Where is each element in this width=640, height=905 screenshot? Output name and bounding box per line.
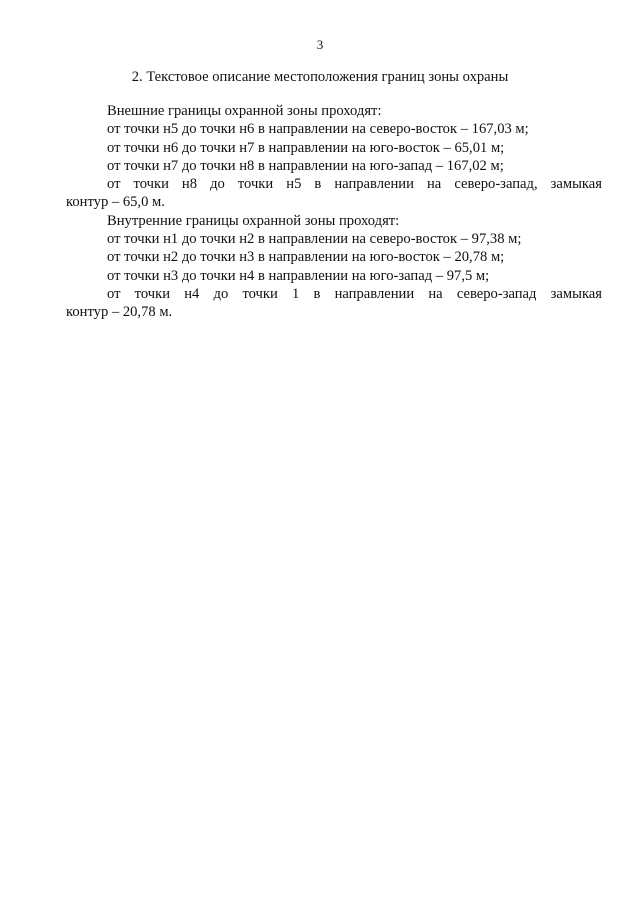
inner-boundary-line: от точки н1 до точки н2 в направлении на северо-восток – 97,38 м; [107, 231, 522, 248]
inner-boundary-line: от точки н2 до точки н3 в направлении на юго-восток – 20,78 м; [107, 249, 505, 266]
outer-boundary-closing-continuation: контур – 65,0 м. [66, 194, 165, 211]
boundary-description [66, 102, 602, 322]
outer-boundary-closing-line: от точки н8 до точки н5 в направлении на северо-запад, замыкая [107, 176, 602, 193]
outer-boundary-line: от точки н5 до точки н6 в направлении на северо-восток – 167,03 м; [107, 121, 529, 138]
outer-boundaries-heading: Внешние границы охранной зоны проходят: [107, 103, 382, 119]
outer-boundary-line: от точки н7 до точки н8 в направлении на юго-запад – 167,02 м; [107, 157, 504, 174]
inner-boundaries-heading: Внутренние границы охранной зоны проходят: [107, 212, 400, 229]
outer-boundary-line: от точки н6 до точки н7 в направлении на юго-восток – 65,01 м; [107, 139, 505, 156]
page-number: 3 [316, 37, 324, 52]
inner-boundary-closing-continuation: контур – 20,78 м. [66, 304, 173, 321]
inner-boundary-closing-line: от точки н4 до точки 1 в направлении на северо-запад замыкая [107, 285, 602, 302]
inner-boundary-line: от точки н3 до точки н4 в направлении на юго-запад – 97,5 м; [107, 267, 490, 284]
section-title: 2. Текстовое описание местоположения границ зоны охраны [131, 69, 509, 85]
